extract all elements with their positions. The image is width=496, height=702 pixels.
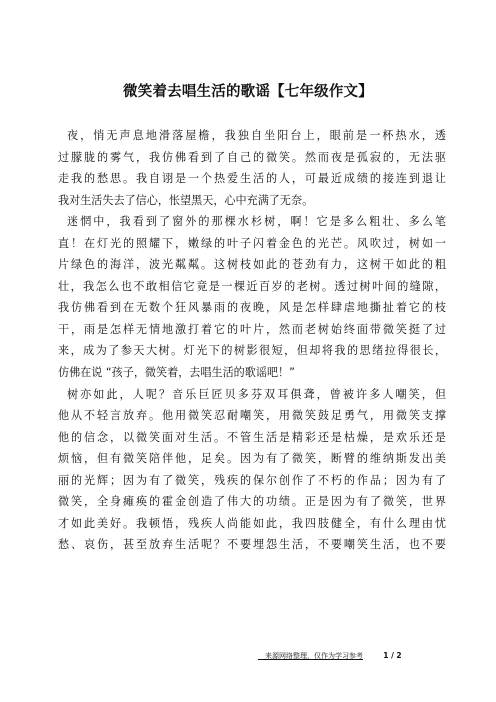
text-line: 我对生活失去了信心，怅望黑天，心中充满了无奈。	[58, 193, 314, 207]
text-line: 他从不轻言放弃。他用微笑忍耐嘲笑，用微笑鼓足勇气，用微笑支撑	[58, 409, 446, 423]
text-line: 来，成为了参天大树。灯光下的树影很短，但却将我的思绪拉得很长，	[58, 344, 446, 358]
text-line: 烦恼，但有微笑陪伴他，足矣。因为有了微笑，断臂的维纳斯发出美	[58, 452, 446, 466]
text-line: 走我的愁思。我自诩是一个热爱生活的人，可最近成绩的接连到退让	[58, 172, 446, 186]
text-line: 夜，悄无声息地滑落屋檐，我独自坐阳台上，眼前是一杯热水，透	[67, 129, 446, 142]
text-line: 树亦如此，人呢？音乐巨匠贝多芬双耳俱聋，曾被许多人嘲笑，但	[67, 387, 446, 401]
text-line: 丽的光辉；因为有了微笑，残疾的保尔创作了不朽的作品；因为有了	[58, 473, 446, 487]
text-line: 仿佛在说 “孩子，微笑着，去唱生活的歌谣吧！”	[58, 366, 295, 380]
page-title: 微笑着去唱生活的歌谣【七年级作文】	[123, 84, 373, 100]
text-line: 我仿佛看到在无数个狂风暴雨的夜晚，风是怎样肆虐地撕扯着它的枝	[58, 301, 446, 315]
text-line: 迷惘中，我看到了窗外的那棵水杉树，啊！它是多么粗壮、多么笔	[67, 215, 446, 229]
text-line: 微笑，全身瘫痪的霍金创造了伟大的功绩。正是因为有了微笑，世界	[58, 495, 446, 509]
page-number: 1 / 2	[383, 651, 402, 660]
text-line: 壮，我怎么也不敢相信它竟是一棵近百岁的老树。透过树叶间的缝隙，	[58, 279, 446, 293]
text-line: 片绿色的海洋，波光粼粼。这树枝如此的苍劲有力，这树干如此的粗	[58, 258, 446, 272]
page-footer	[258, 651, 402, 661]
footer-source-note: __来源网络整理，仅作为学习参考	[258, 652, 363, 660]
text-line: 愁、哀伤，甚至放弃生活呢？不要埋怨生活，不要嘲笑生活，也不要	[58, 538, 446, 552]
text-line: 直！在灯光的照耀下，嫩绿的叶子闪着金色的光芒。风吹过，树如一	[58, 236, 446, 250]
text-line: 过朦胧的雾气，我仿佛看到了自己的微笑。然而夜是孤寂的，无法驱	[58, 150, 446, 164]
essay-body	[58, 125, 446, 556]
text-line: 他的信念，以微笑面对生活。不管生活是精彩还是枯燥，是欢乐还是	[58, 430, 446, 444]
text-line: 才如此美好。我顿悟，残疾人尚能如此，我四肢健全，有什么理由忧	[58, 516, 446, 530]
text-line: 干，雨是怎样无情地激打着它的叶片，然而老树始终面带微笑挺了过	[58, 322, 446, 336]
